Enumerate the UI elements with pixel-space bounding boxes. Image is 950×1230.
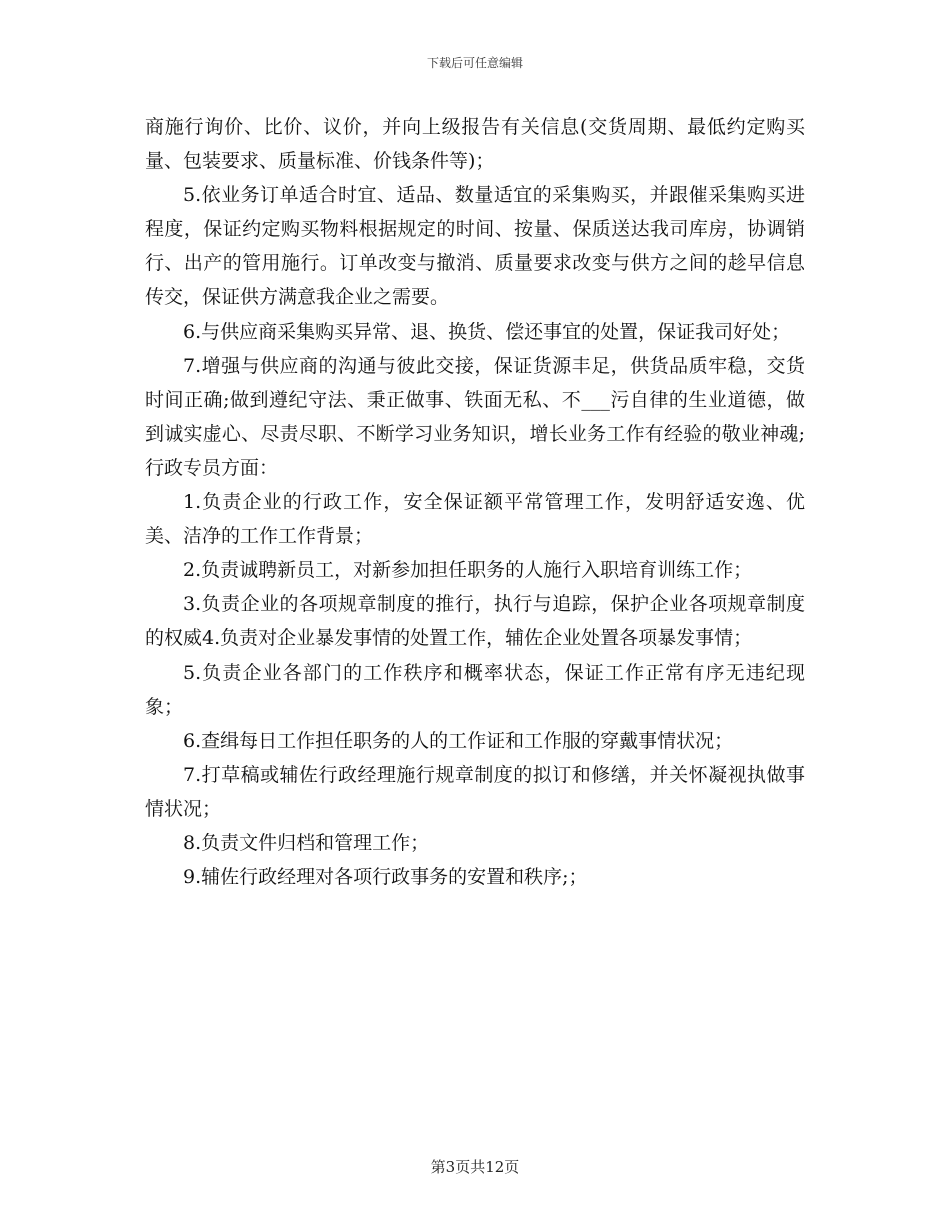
paragraph-admin-item-2: 2.负责诚聘新员工，对新参加担任职务的人施行入职培育训练工作； <box>183 559 753 582</box>
paragraph-admin-item-3-4: 3.负责企业的各项规章制度的推行，执行与追踪，保护企业各项规章制度的权威4.负责对企业暴发事情的处置工作，辅佐企业处置各项暴发事情； <box>145 593 805 650</box>
paragraph-admin-item-7: 7.打草稿或辅佐行政经理施行规章制度的拟订和修缮，并关怀凝视执做事情状况； <box>145 763 805 820</box>
paragraph-admin-item-5: 5.负责企业各部门的工作秩序和概率状态，保证工作正常有序无违纪现象； <box>145 661 805 718</box>
paragraph-item-7: 7.增强与供应商的沟通与彼此交接，保证货源丰足，供货品质牢稳，交货时间正确;做到遵纪守法、秉正做事、铁面无私、不___污自律的生业道德，做到诚实虚心、尽责尽职、不断学习业务知识，增长业务工作有经验的敬业神魂;行政专员方面： <box>145 354 805 479</box>
paragraph-admin-item-8: 8.负责文件归档和管理工作； <box>183 831 430 854</box>
page-header: 下载后可任意编辑 <box>426 56 523 70</box>
page-number-footer: 第3页共12页 <box>430 1158 520 1176</box>
paragraph-admin-item-1: 1.负责企业的行政工作，安全保证额平常管理工作，发明舒适安逸、优美、洁净的工作工作背景； <box>145 491 805 548</box>
document-body <box>145 110 805 894</box>
paragraph-continuation: 商施行询价、比价、议价，并向上级报告有关信息(交货周期、最低约定购买量、包装要求、质量标准、价钱条件等)； <box>145 116 805 173</box>
paragraph-admin-item-6: 6.查缉每日工作担任职务的人的工作证和工作服的穿戴事情状况； <box>183 729 734 752</box>
paragraph-item-5: 5.依业务订单适合时宜、适品、数量适宜的采集购买，并跟催采集购买进程度，保证约定购买物料根据规定的时间、按量、保质送达我司库房，协调销行、出产的管用施行。订单改变与撤消、质量要求改变与供方之间的趁早信息传交，保证供方满意我企业之需要。 <box>145 184 805 309</box>
paragraph-admin-item-9: 9.辅佐行政经理对各项行政事务的安置和秩序;； <box>183 866 588 889</box>
paragraph-item-6: 6.与供应商采集购买异常、退、换货、偿还事宜的处置，保证我司好处； <box>183 320 791 343</box>
